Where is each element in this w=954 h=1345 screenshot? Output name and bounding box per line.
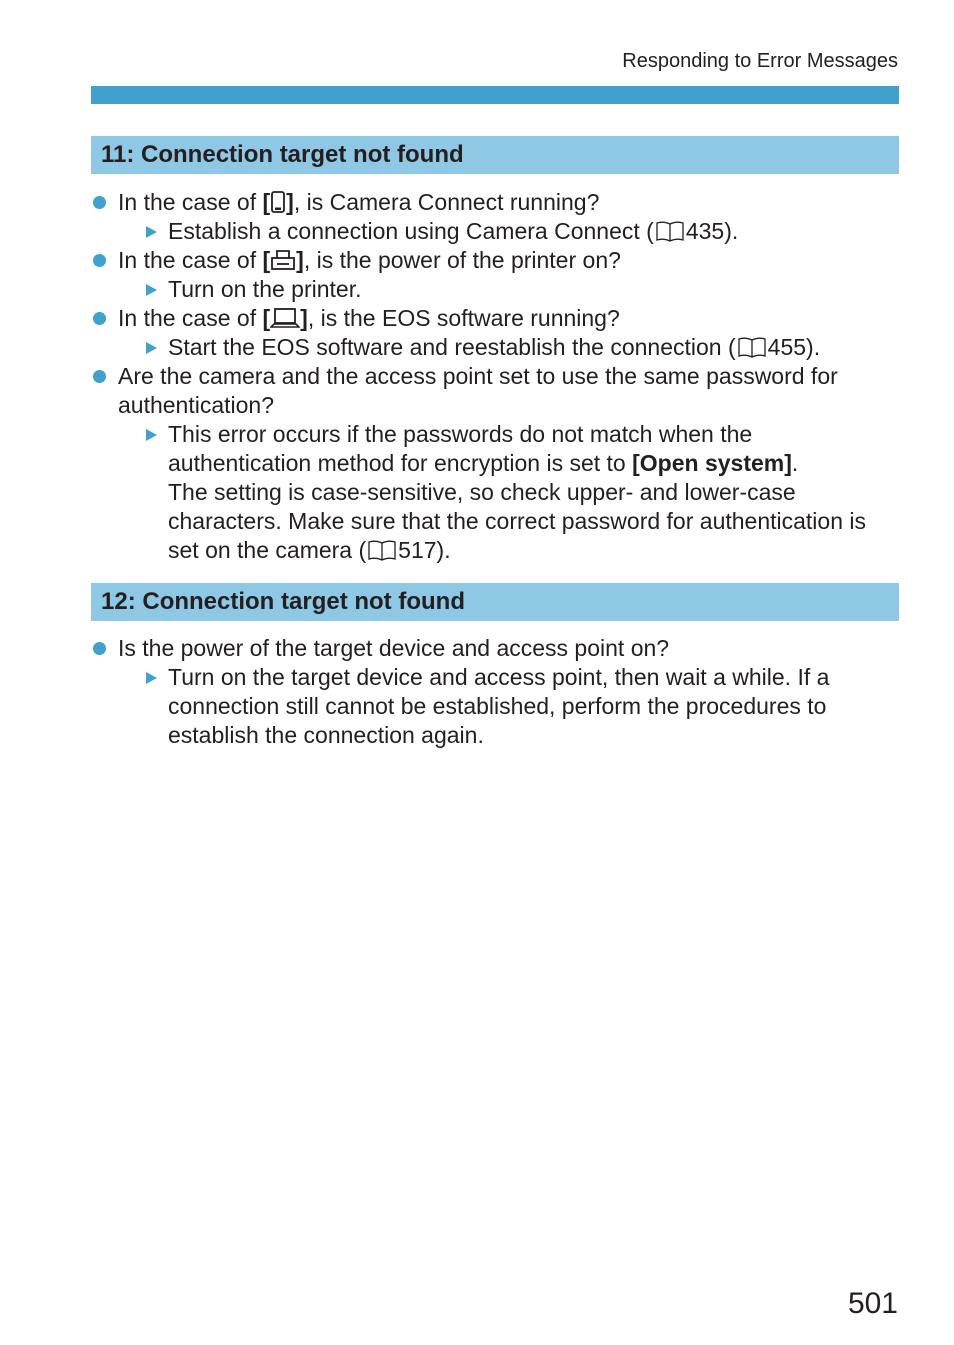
book-icon: [737, 336, 767, 358]
section-title-12: 12: Connection target not found: [91, 583, 899, 621]
computer-icon: [270, 307, 300, 329]
smartphone-icon: [270, 191, 286, 213]
list-item-step: Establish a connection using Camera Connect ( 435).: [91, 217, 899, 246]
list-item: In the case of [ ], is the EOS software running?: [91, 304, 899, 333]
list-item-step: Turn on the printer.: [91, 275, 899, 304]
page-number: 501: [847, 1287, 898, 1320]
list-item: In the case of [ ], is the power of the printer on?: [91, 246, 899, 275]
list-item-step: Turn on the target device and access point, then wait a while. If a connection still cannot be established, perform the procedures to establish the connection again.: [91, 663, 899, 750]
list-item-step: This error occurs if the passwords do not match when the authentication method for encryption is set to [Open system]. The setting is case-sensitive, so check upper- and lower-case characters. Make sure that the correct password for authentication is set on the camera ( 517).: [91, 420, 899, 565]
list-item-step: Start the EOS software and reestablish the connection ( 455).: [91, 333, 899, 362]
list-item: Are the camera and the access point set to use the same password for authentication?: [91, 362, 899, 420]
book-icon: [655, 220, 685, 242]
header-rule: [91, 86, 899, 104]
running-header: Responding to Error Messages: [622, 50, 898, 72]
list-item: In the case of [ ], is Camera Connect running?: [91, 188, 899, 217]
section-title-11: 11: Connection target not found: [91, 136, 899, 174]
printer-icon: [270, 249, 296, 271]
section-12-content: [91, 634, 899, 750]
list-item: Is the power of the target device and access point on?: [91, 634, 899, 663]
section-11-content: [91, 188, 899, 565]
book-icon: [367, 539, 397, 561]
